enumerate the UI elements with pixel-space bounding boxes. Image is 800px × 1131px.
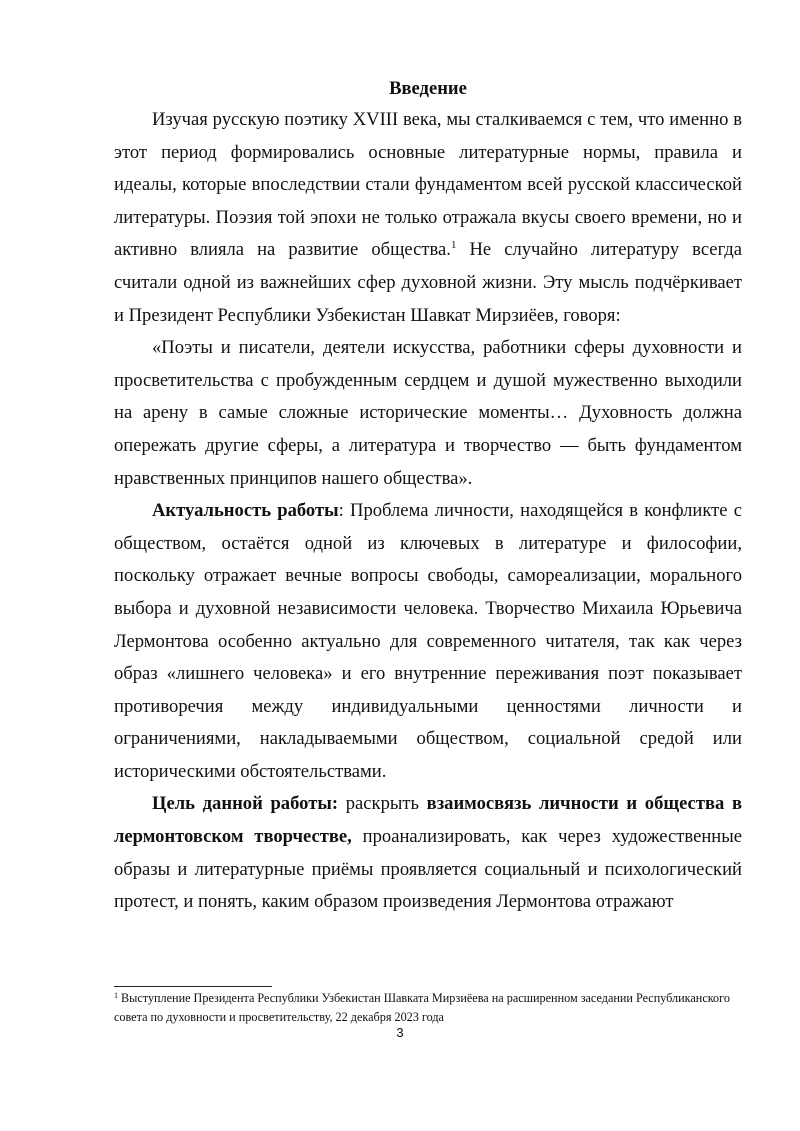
goal-paragraph xyxy=(114,788,742,918)
relevance-label: Актуальность работы xyxy=(152,500,339,522)
intro-text-continued: Не случайно литературу всегда считали одной из важнейших сфер духовной жизни. Эту мысль подчёркивает и Президент Республики Узбекистан Шавкат Мирзиёев, говоря: xyxy=(114,239,742,326)
footnote-marker: 1 xyxy=(114,991,118,1000)
footnote-reference[interactable]: 1 xyxy=(450,239,457,252)
page-number: 3 xyxy=(396,1025,404,1040)
section-heading: Введение xyxy=(389,78,467,99)
footnote-separator xyxy=(114,986,272,987)
goal-text-continued: проанализировать, как через художественные образы и литературные приёмы проявляется социальный и психологический протест, и понять, каким образом произведения Лермонтова отражают xyxy=(114,826,742,913)
relevance-text: : Проблема личности, находящейся в конфликте с обществом, остаётся одной из ключевых в литературе и философии, поскольку отражает вечные вопросы свободы, самореализации, морального выбора и духовной независимости человека. Творчество Михаила Юрьевича Лермонтова особенно актуально для современного читателя, так как через образ «лишнего человека» и его внутренние переживания поэт показывает противоречия между индивидуальными ценностями личности и ограничениями, накладываемыми обществом, социальной средой или историческими обстоятельствами. xyxy=(114,500,742,782)
quote-paragraph: «Поэты и писатели, деятели искусства, работники сферы духовности и просветительства с пробужденным сердцем и душой мужественно выходили на арену в самые сложные исторические моменты… Духовность должна опережать другие сферы, а литература и творчество — быть фундаментом нравственных принципов нашего общества». xyxy=(114,337,742,489)
intro-paragraph xyxy=(114,104,742,332)
footnote-text: Выступление Президента Республики Узбекистан Шавката Мирзиёева на расширенном заседании Республиканского совета по духовности и просветительству, 22 декабря 2023 года xyxy=(114,991,730,1024)
goal-text: раскрыть xyxy=(338,793,427,815)
footnote xyxy=(114,989,754,1027)
relevance-paragraph xyxy=(114,495,742,788)
intro-text: Изучая русскую поэтику XVIII века, мы сталкиваемся с тем, что именно в этот период формировались основные литературные нормы, правила и идеалы, которые впоследствии стали фундаментом всей русской классической литературы. Поэзия той эпохи не только отражала вкусы своего времени, но и активно влияла на развитие общества. xyxy=(114,109,742,261)
goal-emphasis: взаимосвязь личности и общества в лермонтовском творчестве, xyxy=(114,793,743,848)
goal-label: Цель данной работы: xyxy=(152,793,339,815)
body-text xyxy=(114,104,742,919)
